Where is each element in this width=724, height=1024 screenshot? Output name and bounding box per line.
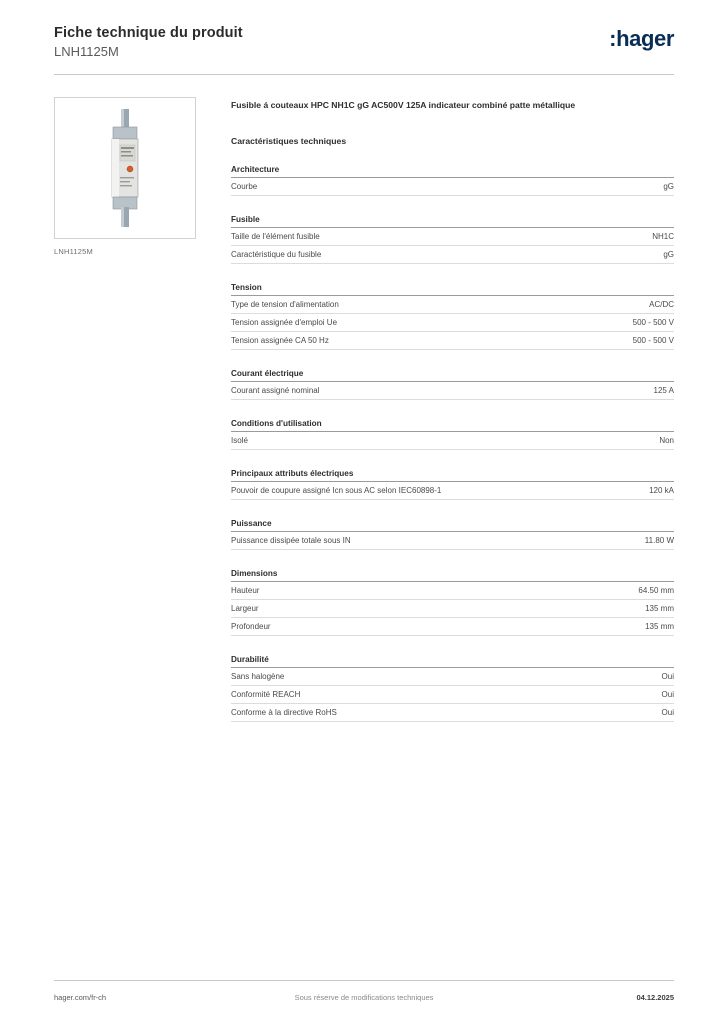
spec-label: Hauteur	[231, 585, 260, 595]
spec-value: NH1C	[652, 231, 674, 241]
spec-group-heading: Durabilité	[231, 655, 674, 668]
spec-row	[231, 668, 674, 686]
spec-row	[231, 600, 674, 618]
spec-label: Conforme à la directive RoHS	[231, 707, 337, 717]
spec-row	[231, 582, 674, 600]
footer-date: 04.12.2025	[636, 993, 674, 1002]
specs-section-title: Caractéristiques techniques	[231, 136, 347, 146]
spec-row	[231, 686, 674, 704]
spec-value: 135 mm	[645, 603, 674, 613]
spec-label: Caractéristique du fusible	[231, 249, 322, 259]
spec-value: 11.80 W	[644, 535, 674, 545]
product-image-box	[54, 97, 196, 239]
footer-note: Sous réserve de modifications techniques	[294, 993, 434, 1002]
spec-label: Courbe	[231, 181, 258, 191]
spec-row	[231, 178, 674, 196]
spec-value: 500 - 500 V	[632, 335, 674, 345]
spec-group-heading: Conditions d'utilisation	[231, 419, 674, 432]
spec-row	[231, 228, 674, 246]
main-content	[0, 75, 724, 722]
page-footer	[54, 993, 674, 1002]
spec-value: 120 kA	[649, 485, 674, 495]
spec-row	[231, 532, 674, 550]
spec-value: 135 mm	[645, 621, 674, 631]
spec-group-heading: Architecture	[231, 165, 674, 178]
footer-divider	[54, 980, 674, 981]
spec-group-heading: Fusible	[231, 215, 674, 228]
product-description: Fusible á couteaux HPC NH1C gG AC500V 125A indicateur combiné patte métallique	[231, 100, 576, 110]
footer-link[interactable]: hager.com/fr-ch	[54, 993, 107, 1002]
spec-value: AC/DC	[649, 299, 674, 309]
header-titles	[54, 24, 243, 60]
spec-value: Oui	[661, 689, 674, 699]
spec-label: Conformité REACH	[231, 689, 301, 699]
spec-label: Pouvoir de coupure assigné Icn sous AC selon IEC60898-1	[231, 485, 442, 495]
spec-group	[231, 369, 674, 400]
spec-value: gG	[663, 249, 674, 259]
page-title: Fiche technique du produit	[54, 25, 243, 41]
spec-label: Puissance dissipée totale sous IN	[231, 535, 351, 545]
spec-group	[231, 283, 674, 350]
specs-column	[198, 97, 674, 722]
spec-label: Tension assignée d'emploi Ue	[231, 317, 338, 327]
product-image-column	[54, 97, 198, 256]
spec-label: Profondeur	[231, 621, 271, 631]
product-reference: LNH1125M	[54, 44, 119, 59]
spec-row	[231, 332, 674, 350]
spec-label: Courant assigné nominal	[231, 385, 320, 395]
spec-value: Non	[659, 435, 674, 445]
fuse-product-icon	[108, 109, 142, 227]
spec-group	[231, 469, 674, 500]
spec-value: 125 A	[653, 385, 674, 395]
spec-group	[231, 419, 674, 450]
spec-label: Taille de l'élément fusible	[231, 231, 320, 241]
spec-row	[231, 296, 674, 314]
spec-group	[231, 655, 674, 722]
spec-label: Type de tension d'alimentation	[231, 299, 339, 309]
spec-row	[231, 432, 674, 450]
spec-value: Oui	[661, 707, 674, 717]
spec-value: gG	[663, 181, 674, 191]
spec-row	[231, 618, 674, 636]
spec-label: Isolé	[231, 435, 248, 445]
hager-logo: :hager	[609, 26, 674, 51]
spec-group	[231, 165, 674, 196]
spec-label: Largeur	[231, 603, 259, 613]
spec-label: Tension assignée CA 50 Hz	[231, 335, 329, 345]
spec-group	[231, 569, 674, 636]
page-header	[0, 0, 724, 60]
spec-row	[231, 704, 674, 722]
spec-group-heading: Puissance	[231, 519, 674, 532]
spec-groups	[231, 165, 674, 722]
spec-row	[231, 246, 674, 264]
spec-label: Sans halogène	[231, 671, 285, 681]
spec-row	[231, 482, 674, 500]
spec-row	[231, 382, 674, 400]
spec-group	[231, 215, 674, 264]
spec-group	[231, 519, 674, 550]
spec-value: Oui	[661, 671, 674, 681]
spec-group-heading: Tension	[231, 283, 674, 296]
product-image-caption: LNH1125M	[54, 247, 93, 256]
spec-value: 500 - 500 V	[632, 317, 674, 327]
spec-group-heading: Courant électrique	[231, 369, 674, 382]
spec-value: 64.50 mm	[638, 585, 674, 595]
spec-group-heading: Principaux attributs électriques	[231, 469, 674, 482]
spec-row	[231, 314, 674, 332]
spec-group-heading: Dimensions	[231, 569, 674, 582]
